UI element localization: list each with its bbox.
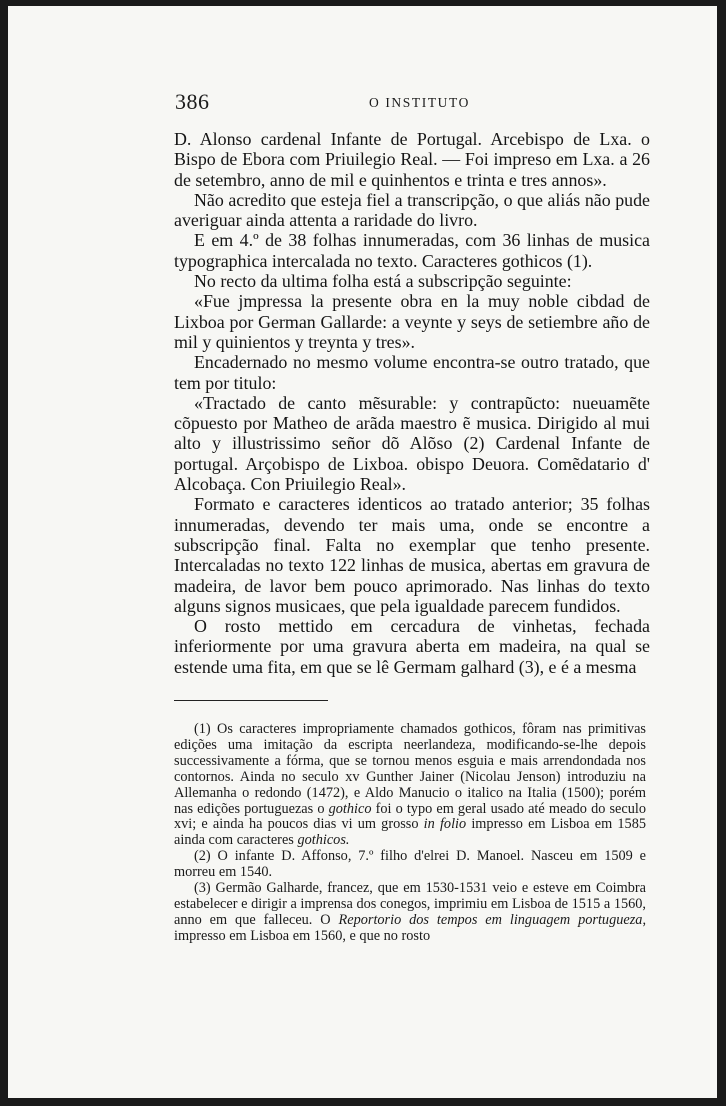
quotation: «Fue jmpressa la presente obra en la muy noble cibdad de Lixboa por German Gallarde: a veynte y seys de setiembre año de mil y quinientos y treynta y tres». bbox=[174, 291, 650, 352]
paragraph: E em 4.º de 38 folhas innumeradas, com 36 linhas de musica typographica intercalada no texto. Caracteres gothicos (1). bbox=[174, 230, 650, 271]
footnotes bbox=[174, 722, 646, 945]
footnote-divider bbox=[174, 700, 328, 701]
paragraph: Formato e caracteres identicos ao tratado anterior; 35 folhas innumeradas, devendo ter mais uma, onde se encontre a subscripção final. Falta no exemplar que tenho presente. Intercaladas no texto 122 linhas de musica, abertas em gravura de madeira, de lavor bem pouco aprimorado. Nas linhas do texto alguns signos musicaes, que pela igualdade parecem fundidos. bbox=[174, 494, 650, 616]
footnote-2: (2) O infante D. Affonso, 7.º filho d'elrei D. Manoel. Nasceu em 1509 e morreu em 1540. bbox=[174, 848, 646, 881]
paragraph: Encadernado no mesmo volume encontra-se outro tratado, que tem por titulo: bbox=[174, 352, 650, 393]
quotation: «Tractado de canto mẽsurable: y contrapũcto: nueuamẽte cõpuesto por Matheo de arãda maestro ẽ musica. Dirigido al mui alto y illustrissimo señor dõ Alõso (2) Cardenal Infante de portugal. Arçobispo de Lixboa. obispo Deuora. Comẽdatario d' Alcobaça. Con Priuilegio Real». bbox=[174, 392, 650, 495]
paragraph: O rosto mettido em cercadura de vinhetas, fechada inferiormente por uma gravura aberta em madeira, na qual se estende uma fita, em que se lê Germam galhard (3), e é a mesma bbox=[174, 616, 650, 677]
page-number: 386 bbox=[175, 89, 210, 114]
paragraph: No recto da ultima folha está a subscripção seguinte: bbox=[194, 271, 572, 292]
footnote-1: (1) Os caracteres impropriamente chamados gothicos, fôram nas primitivas edições uma imitação da escripta neerlandeza, modificando-se-lhe depois successivamente a fórma, que se tornou menos esguia e mais arrendondada nos contornos. Ainda no seculo xv Gunther Jainer (Nicolau Jenson) introduziu na Allemanha o redondo (1472), e Aldo Manucio o italico na Italia (1500); porém nas edições portuguezas o gothico foi o typo em geral usado até meado do seculo xvi; e ainda ha poucos dias vi um grosso in folio impresso em Lisboa em 1585 ainda com caracteres gothicos. bbox=[174, 721, 646, 849]
footnote-3: (3) Germão Galharde, francez, que em 1530-1531 veio e esteve em Coimbra estabelecer e dirigir a imprensa dos conegos, imprimiu em Lisboa de 1515 a 1560, anno em que falleceu. O Reportorio dos tempos em linguagem portugueza, impresso em Lisboa em 1560, e que no rosto bbox=[174, 880, 647, 944]
main-text bbox=[174, 129, 650, 677]
page-header bbox=[175, 89, 645, 119]
book-page bbox=[8, 6, 717, 1098]
paragraph: Não acredito que esteja fiel a transcripção, o que aliás não pude averiguar ainda attenta a raridade do livro. bbox=[174, 189, 650, 231]
running-head: O INSTITUTO bbox=[369, 95, 470, 110]
paragraph: D. Alonso cardenal Infante de Portugal. Arcebispo de Lxa. o Bispo de Ebora com Priuilegio Real. — Foi impreso em Lxa. a 26 de setembro, anno de mil e quinhentos e trinta e tres annos». bbox=[174, 129, 650, 190]
